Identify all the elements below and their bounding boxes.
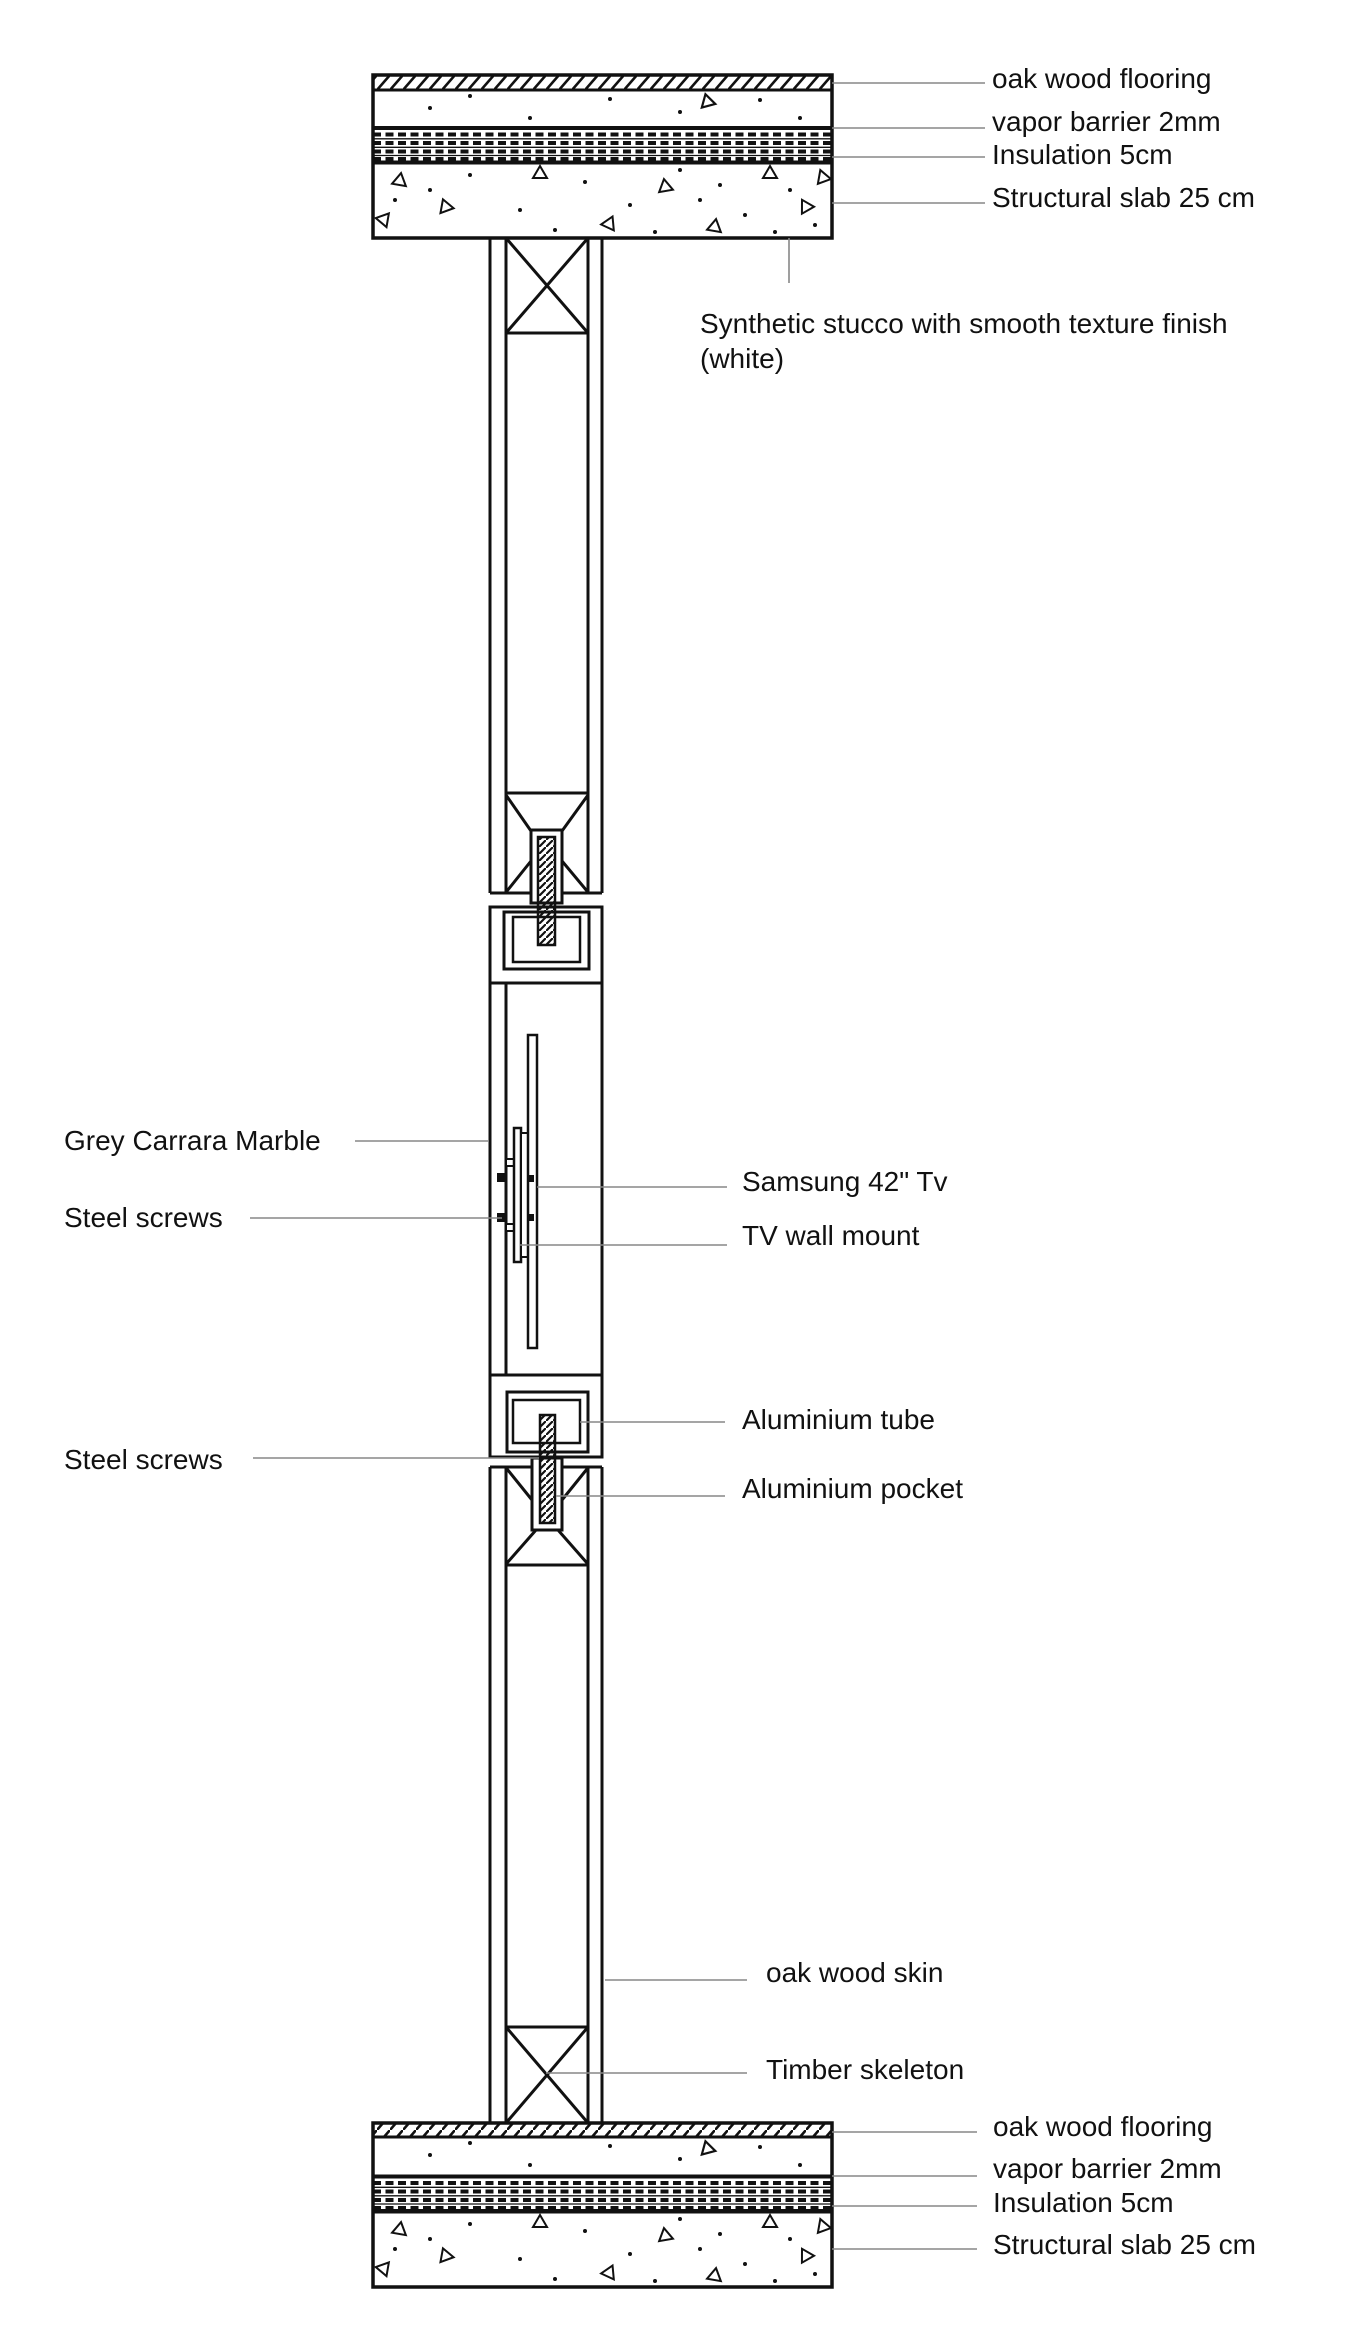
tv-assembly (497, 983, 602, 1375)
label-top-vapor-barrier: vapor barrier 2mm (992, 106, 1221, 138)
label-bottom-vapor-barrier: vapor barrier 2mm (993, 2153, 1222, 2185)
tv-panel (528, 1035, 537, 1348)
top-oak-flooring-layer (373, 75, 832, 90)
label-top-oak-flooring: oak wood flooring (992, 63, 1212, 95)
label-timber-skeleton: Timber skeleton (766, 2054, 965, 2086)
label-bottom-insulation: Insulation 5cm (993, 2187, 1174, 2219)
label-oak-wood-skin: oak wood skin (766, 1957, 944, 1989)
top-slab-aggregate (376, 166, 832, 232)
label-aluminium-tube: Aluminium tube (742, 1404, 935, 1436)
label-top-structural-slab: Structural slab 25 cm (992, 182, 1255, 214)
top-insulation-layer (373, 128, 832, 162)
upper-steel-screw (538, 837, 555, 945)
bottom-slab-aggregate (376, 2215, 832, 2281)
screed-aggregate-triangle-b (699, 2139, 716, 2154)
label-grey-carrara-marble: Grey Carrara Marble (64, 1125, 321, 1157)
label-steel-screws-lower: Steel screws (64, 1444, 223, 1476)
tv-wall-mount-plate (514, 1128, 521, 1262)
label-samsung-tv: Samsung 42" Tv (742, 1166, 948, 1198)
stucco-note-line2: (white) (700, 343, 785, 374)
screed-aggregate-triangle (699, 92, 716, 107)
bottom-screed-layer (428, 2141, 802, 2167)
timber-skeleton-top (506, 238, 588, 333)
bottom-floor-assembly (373, 2123, 832, 2287)
stucco-note-line1: Synthetic stucco with smooth texture finish (700, 308, 1228, 339)
lower-steel-screw (540, 1415, 555, 1523)
label-bottom-oak-flooring: oak wood flooring (993, 2111, 1213, 2143)
label-bottom-structural-slab: Structural slab 25 cm (993, 2229, 1256, 2261)
bottom-oak-flooring-layer (373, 2123, 832, 2137)
wall-shaft (490, 238, 602, 2123)
timber-skeleton-bottom (506, 2027, 588, 2123)
label-tv-wall-mount: TV wall mount (742, 1220, 920, 1252)
label-aluminium-pocket: Aluminium pocket (742, 1473, 963, 1505)
label-top-insulation: Insulation 5cm (992, 139, 1173, 171)
label-steel-screws-upper: Steel screws (64, 1202, 223, 1234)
label-stucco-note (700, 306, 1228, 376)
bottom-insulation-layer (373, 2177, 832, 2211)
top-screed-layer (428, 94, 802, 120)
top-floor-assembly (373, 75, 832, 238)
